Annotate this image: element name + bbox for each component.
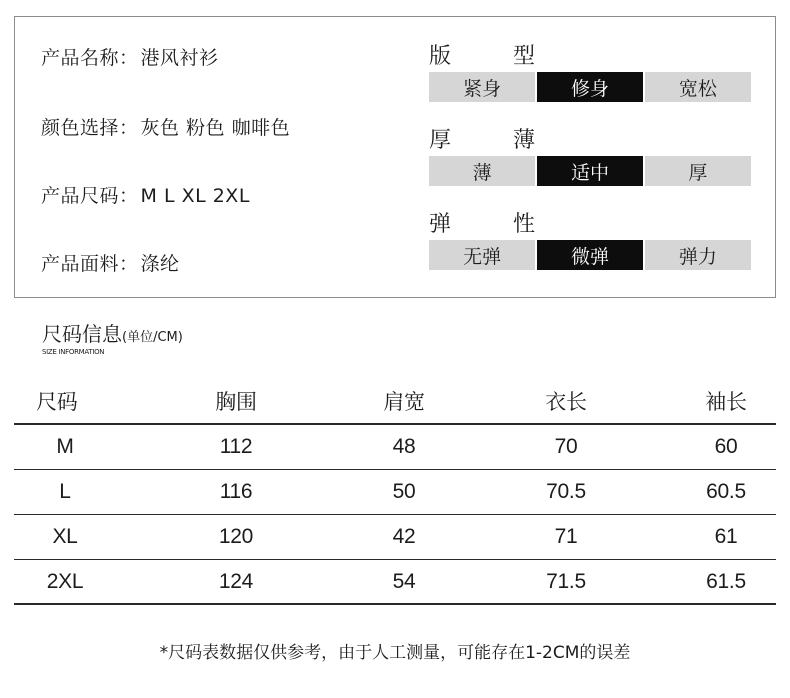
header-size: 尺码 (36, 389, 78, 414)
thickness-title-b: 薄 (512, 128, 535, 153)
elasticity-option-stretch: 弹力 (645, 240, 751, 270)
elasticity-title-b: 性 (512, 212, 535, 237)
header-chest: 胸围 (215, 389, 257, 414)
fit-title-a: 版 (429, 44, 452, 69)
fit-option-loose: 宽松 (645, 72, 751, 102)
cell-size: XL (52, 525, 78, 548)
fabric-row (41, 249, 180, 276)
size-info-title (42, 318, 183, 347)
cell-chest: 112 (219, 435, 253, 458)
size-label: 产品尺码： (41, 185, 139, 207)
cell-length: 71.5 (546, 569, 586, 593)
product-name-label: 产品名称： (41, 47, 139, 69)
cell-length: 70.5 (546, 480, 586, 503)
fit-option-tight: 紧身 (429, 72, 535, 102)
cell-sleeve: 60.5 (706, 480, 746, 503)
thickness-option-thin: 薄 (429, 156, 535, 186)
table-row (14, 515, 776, 560)
elasticity-selector (429, 240, 751, 270)
size-info-heading: 尺码信息 (42, 322, 122, 346)
table-row (14, 560, 776, 605)
table-row (14, 425, 776, 470)
measurement-footnote: *尺码表数据仅供参考，由于人工测量，可能存在1-2CM的误差 (159, 643, 631, 663)
cell-sleeve: 61 (714, 525, 738, 548)
cell-length: 71 (554, 525, 578, 548)
color-row (41, 113, 290, 140)
elasticity-title (429, 207, 535, 238)
cell-chest: 120 (218, 525, 254, 548)
cell-chest: 116 (219, 480, 253, 503)
thickness-option-thick: 厚 (645, 156, 751, 186)
product-info-box (14, 16, 776, 298)
cell-sleeve: 60 (714, 435, 738, 458)
fabric-label: 产品面料： (41, 253, 139, 275)
size-table (14, 378, 776, 605)
table-row (14, 470, 776, 515)
header-shoulder: 肩宽 (383, 389, 425, 414)
size-info-subtitle: SIZE INFORMATION (42, 348, 105, 356)
cell-size: 2XL (46, 569, 84, 593)
table-header-row (14, 378, 776, 425)
product-name-row (41, 43, 219, 70)
fit-title-b: 型 (512, 44, 535, 69)
color-label: 颜色选择： (41, 117, 139, 139)
cell-shoulder: 54 (392, 569, 416, 593)
cell-shoulder: 48 (392, 435, 416, 458)
cell-sleeve: 61.5 (706, 569, 746, 593)
thickness-title (429, 123, 535, 154)
color-value: 灰色 粉色 咖啡色 (140, 117, 291, 139)
fit-title (429, 39, 535, 70)
cell-size: L (59, 480, 71, 503)
fit-option-slim: 修身 (537, 72, 643, 102)
cell-length: 70 (554, 435, 578, 458)
cell-shoulder: 50 (392, 480, 416, 503)
elasticity-option-slight: 微弹 (537, 240, 643, 270)
header-length: 衣长 (545, 389, 587, 414)
fabric-value: 涤纶 (140, 253, 180, 275)
elasticity-title-a: 弹 (429, 212, 452, 237)
header-sleeve: 袖长 (705, 389, 747, 414)
product-name-value: 港风衬衫 (140, 47, 219, 69)
size-row (41, 181, 250, 208)
size-info-unit: (单位/CM) (122, 330, 183, 345)
thickness-title-a: 厚 (429, 128, 452, 153)
elasticity-option-none: 无弹 (429, 240, 535, 270)
cell-size: M (56, 435, 74, 458)
thickness-option-medium: 适中 (537, 156, 643, 186)
cell-shoulder: 42 (392, 525, 416, 548)
cell-chest: 124 (218, 569, 254, 593)
fit-selector (429, 72, 751, 102)
thickness-selector (429, 156, 751, 186)
size-value: M L XL 2XL (140, 185, 250, 207)
